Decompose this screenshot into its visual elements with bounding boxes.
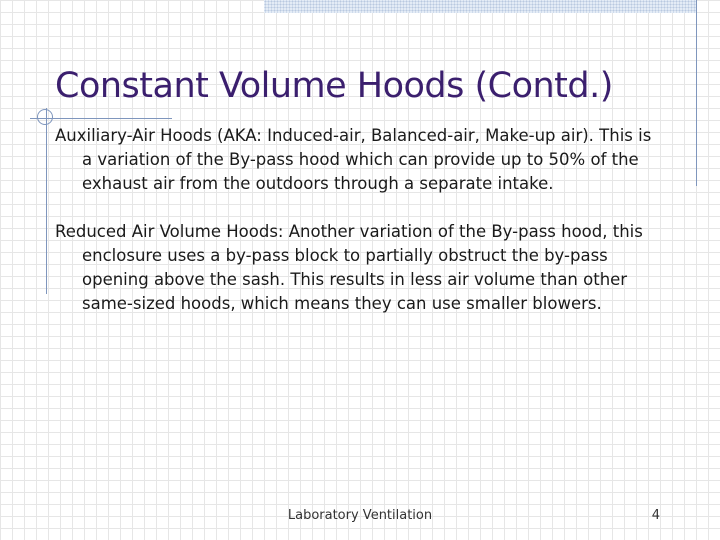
- slide-body: [55, 124, 665, 340]
- header-decoration-block: [264, 0, 696, 13]
- right-accent-line: [696, 0, 697, 186]
- accent-circle-icon: [37, 109, 53, 125]
- paragraph-auxiliary-air-hoods: Auxiliary-Air Hoods (AKA: Induced-air, Balanced-air, Make-up air). This is a variation of the By-pass hood which can provide up to 50% of the exhaust air from the outdoors through a separate intake.: [55, 126, 652, 193]
- left-accent-line: [46, 108, 47, 294]
- slide-title: Constant Volume Hoods (Contd.): [55, 66, 613, 106]
- paragraph-reduced-air-volume-hoods: Reduced Air Volume Hoods: Another variation of the By-pass hood, this enclosure uses a by-pass block to partially obstruct the by-pass opening above the sash. This results in less air volume than other same-sized hoods, which means they can use smaller blowers.: [55, 222, 643, 313]
- page-number: 4: [651, 508, 660, 523]
- footer-text: Laboratory Ventilation: [287, 508, 433, 523]
